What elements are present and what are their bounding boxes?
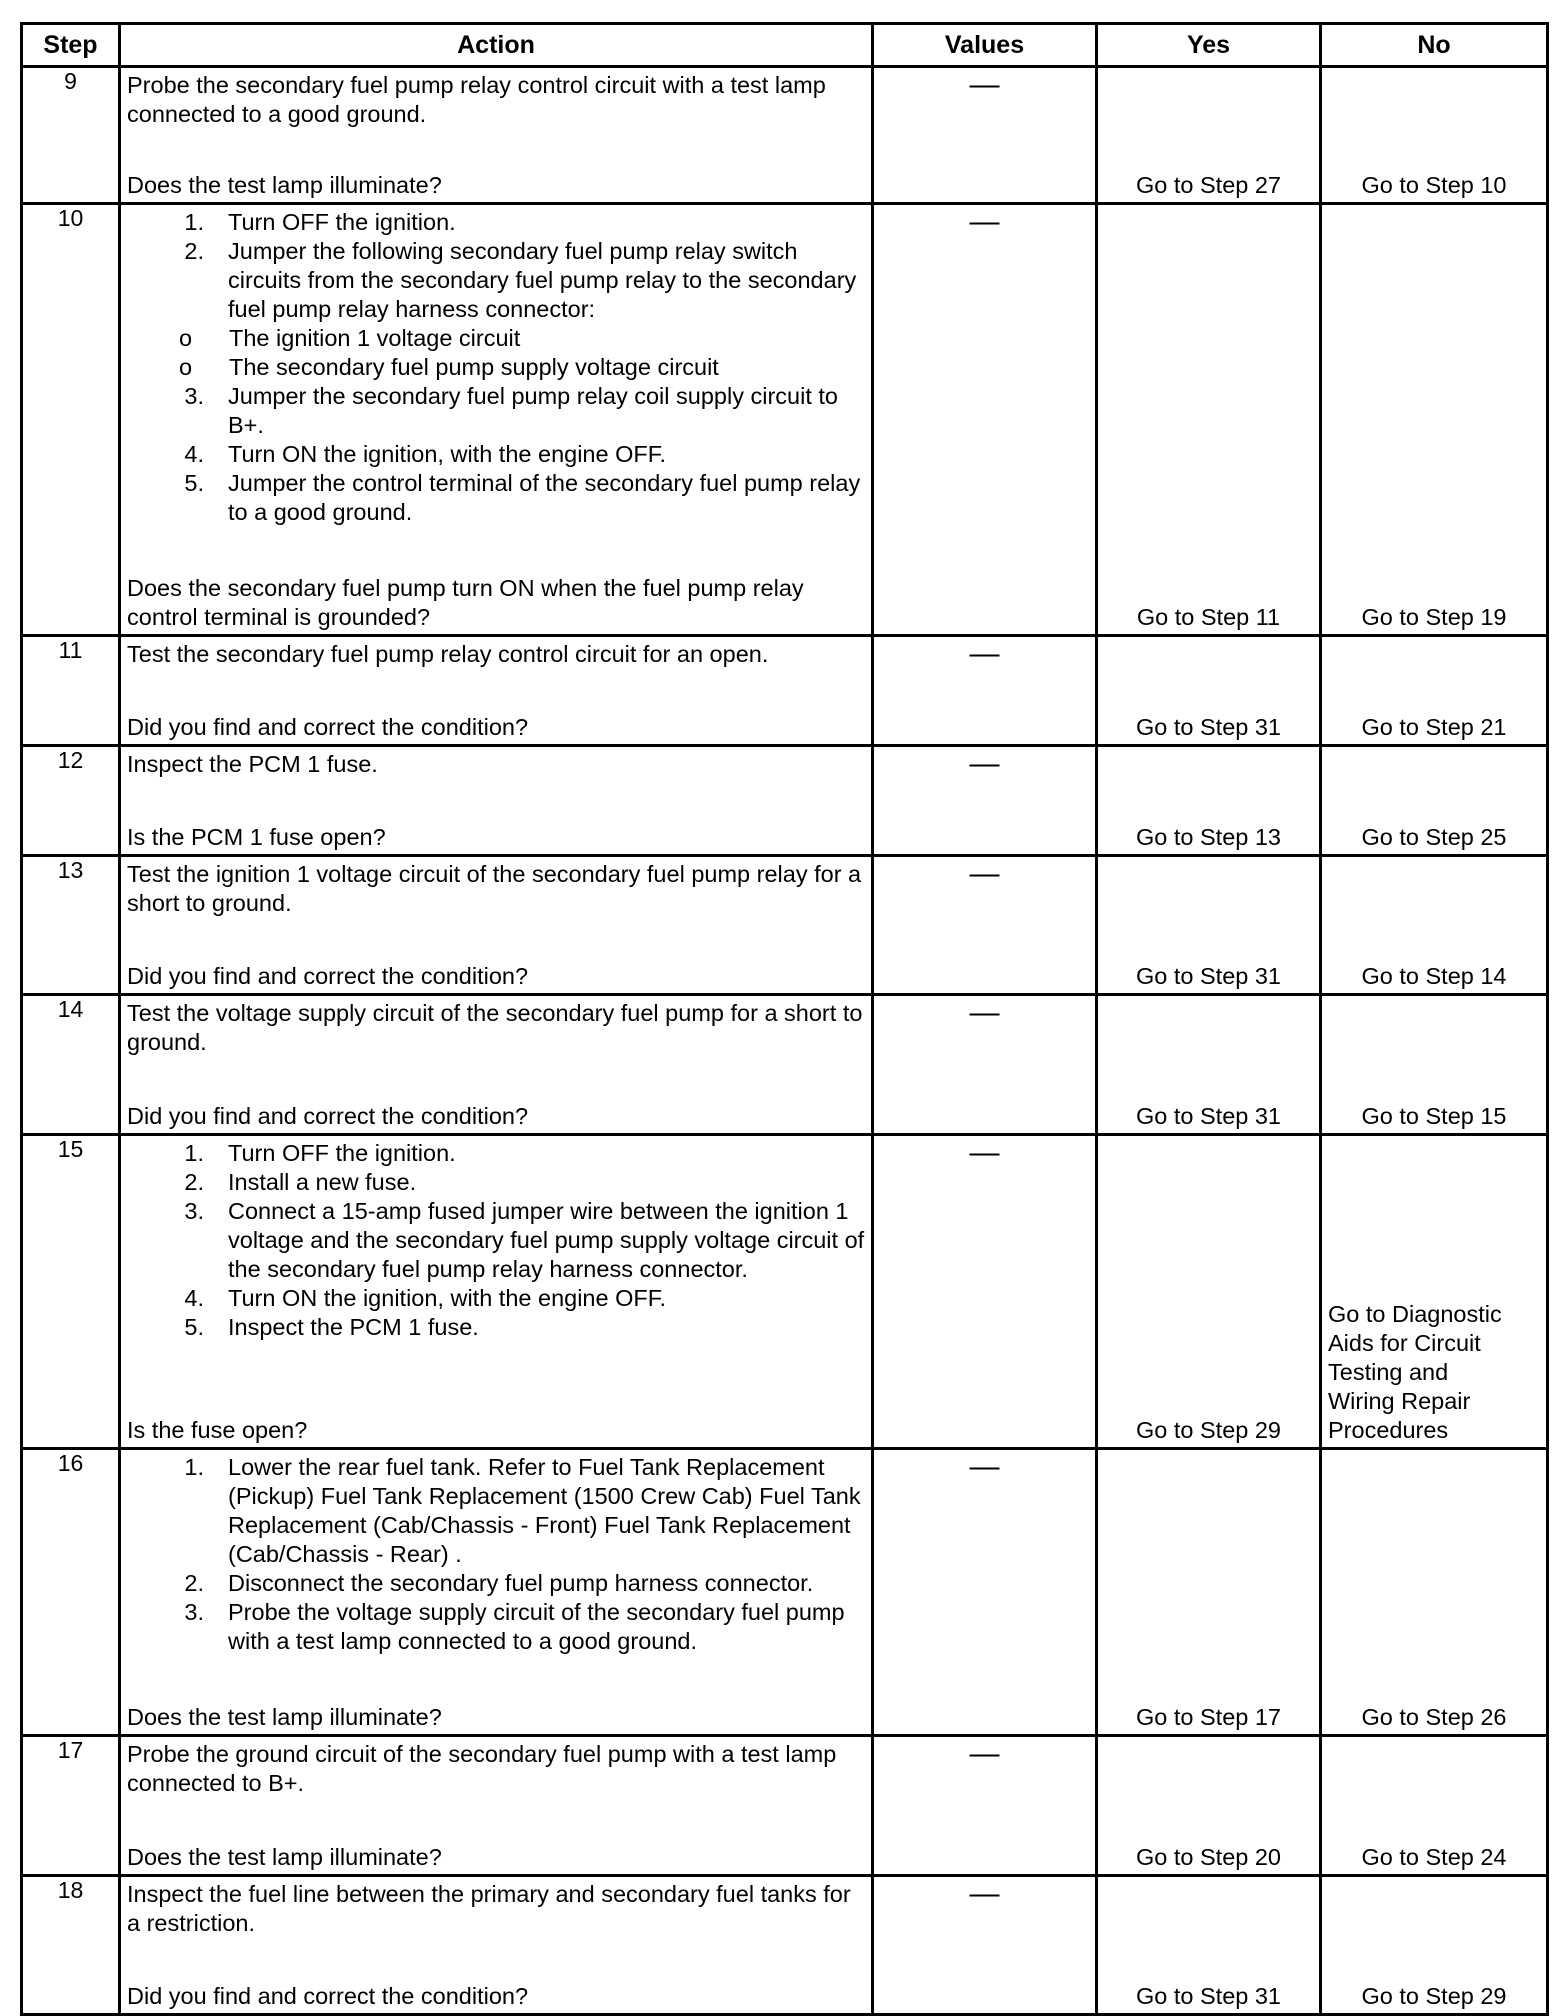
action-instruction: Test the ignition 1 voltage circuit of the secondary fuel pump relay for a short to ground.: [127, 861, 862, 916]
yes-cell: [1097, 204, 1321, 636]
action-steps: [127, 1139, 867, 1342]
values-cell: —: [873, 856, 1097, 995]
action-cell: [120, 856, 873, 995]
step-number: 16: [22, 1449, 120, 1736]
action-steps: [127, 208, 867, 527]
header-yes: Yes: [1097, 24, 1321, 67]
sub-list-item: o The ignition 1 voltage circuit: [127, 324, 867, 353]
no-cell: [1321, 995, 1548, 1135]
values-cell: —: [873, 1449, 1097, 1736]
list-item: 1. Turn OFF the ignition.: [184, 209, 456, 235]
no-result: Go to Step 14: [1361, 963, 1507, 989]
no-result: Go to Step 29: [1361, 1983, 1507, 2009]
list-item: 3. Probe the voltage supply circuit of the secondary fuel pump with a test lamp connected to a good ground.: [184, 1599, 845, 1654]
header-row: [22, 24, 1548, 67]
list-item: 2. Disconnect the secondary fuel pump harness connector.: [184, 1570, 814, 1596]
table-row: [22, 1135, 1548, 1449]
yes-cell: [1097, 1876, 1321, 2015]
action-instruction: Test the secondary fuel pump relay control circuit for an open.: [127, 641, 769, 667]
action-question: Is the PCM 1 fuse open?: [127, 824, 386, 850]
values-cell: —: [873, 1876, 1097, 2015]
bullet-icon: o: [179, 354, 193, 380]
action-question: Does the secondary fuel pump turn ON when the fuel pump relay control terminal is grounded?: [127, 575, 804, 630]
table-row: [22, 1736, 1548, 1876]
action-cell: [120, 67, 873, 204]
yes-cell: [1097, 1135, 1321, 1449]
action-cell: [120, 636, 873, 746]
yes-cell: [1097, 995, 1321, 1135]
yes-cell: [1097, 636, 1321, 746]
action-cell: [120, 1135, 873, 1449]
no-cell: [1321, 1876, 1548, 2015]
values-cell: —: [873, 1135, 1097, 1449]
no-cell: [1321, 1449, 1548, 1736]
action-steps: [127, 1453, 867, 1656]
no-cell: [1321, 67, 1548, 204]
action-cell: [120, 204, 873, 636]
yes-cell: [1097, 67, 1321, 204]
no-result: Go to Step 15: [1361, 1103, 1507, 1129]
yes-result: Go to Step 13: [1135, 824, 1282, 850]
step-number: 13: [22, 856, 120, 995]
no-cell: [1321, 1135, 1548, 1449]
no-cell: [1321, 204, 1548, 636]
step-number: 10: [22, 204, 120, 636]
step-number: 11: [22, 636, 120, 746]
values-cell: —: [873, 746, 1097, 856]
yes-result: Go to Step 27: [1135, 172, 1282, 198]
step-number: 17: [22, 1736, 120, 1876]
step-number: 9: [22, 67, 120, 204]
step-number: 12: [22, 746, 120, 856]
action-cell: [120, 995, 873, 1135]
no-result: Go to Step 24: [1361, 1844, 1507, 1870]
no-result: Go to Step 21: [1361, 714, 1507, 740]
yes-result: Go to Step 31: [1135, 1983, 1282, 2009]
action-question: Did you find and correct the condition?: [127, 1983, 529, 2009]
header-values: Values: [873, 24, 1097, 67]
yes-result: Go to Step 31: [1135, 963, 1282, 989]
list-item: 3. Jumper the secondary fuel pump relay coil supply circuit to B+.: [184, 383, 838, 438]
bullet-icon: o: [179, 325, 193, 351]
no-cell: [1321, 636, 1548, 746]
step-number: 15: [22, 1135, 120, 1449]
values-cell: —: [873, 204, 1097, 636]
no-result: Go to Step 26: [1361, 1704, 1507, 1730]
action-instruction: Inspect the fuel line between the primary and secondary fuel tanks for a restriction.: [127, 1881, 851, 1936]
header-action: Action: [120, 24, 873, 67]
header-step: Step: [22, 24, 120, 67]
list-item: 4. Turn ON the ignition, with the engine OFF.: [184, 441, 667, 467]
table-row: [22, 746, 1548, 856]
action-cell: [120, 746, 873, 856]
action-instruction: Test the voltage supply circuit of the secondary fuel pump for a short to ground.: [127, 1000, 863, 1055]
values-cell: —: [873, 1736, 1097, 1876]
action-instruction: Probe the secondary fuel pump relay control circuit with a test lamp connected to a good ground.: [127, 72, 826, 127]
action-question: Does the test lamp illuminate?: [127, 1704, 442, 1730]
action-instruction: Probe the ground circuit of the secondary fuel pump with a test lamp connected to B+.: [127, 1741, 837, 1796]
values-cell: —: [873, 636, 1097, 746]
step-number: 14: [22, 995, 120, 1135]
yes-result: Go to Step 29: [1135, 1417, 1282, 1443]
table-row: [22, 67, 1548, 204]
yes-result: Go to Step 11: [1136, 604, 1281, 630]
action-cell: [120, 1449, 873, 1736]
list-item: 5. Jumper the control terminal of the secondary fuel pump relay to a good ground.: [184, 470, 861, 525]
table-row: [22, 1876, 1548, 2015]
header-no: No: [1321, 24, 1548, 67]
action-question: Does the test lamp illuminate?: [127, 172, 442, 198]
sub-list: [127, 324, 867, 382]
table-row: [22, 856, 1548, 995]
yes-cell: [1097, 856, 1321, 995]
table-row: [22, 995, 1548, 1135]
sub-list-item: o The secondary fuel pump supply voltage circuit: [127, 353, 867, 382]
table-row: [22, 204, 1548, 636]
action-cell: [120, 1736, 873, 1876]
action-instruction: Inspect the PCM 1 fuse.: [127, 751, 378, 777]
values-cell: —: [873, 995, 1097, 1135]
list-item: 2. Install a new fuse.: [184, 1169, 417, 1195]
list-item: 5. Inspect the PCM 1 fuse.: [184, 1314, 479, 1340]
action-question: Does the test lamp illuminate?: [127, 1844, 442, 1870]
list-item: 4. Turn ON the ignition, with the engine OFF.: [184, 1285, 667, 1311]
yes-result: Go to Step 31: [1135, 714, 1282, 740]
yes-result: Go to Step 17: [1135, 1704, 1282, 1730]
step-number: 18: [22, 1876, 120, 2015]
no-result: Go to Step 25: [1361, 824, 1507, 850]
table-row: [22, 636, 1548, 746]
yes-cell: [1097, 1736, 1321, 1876]
no-cell: [1321, 1736, 1548, 1876]
no-result: Go to Step 19: [1361, 604, 1507, 630]
yes-cell: [1097, 1449, 1321, 1736]
action-question: Is the fuse open?: [127, 1417, 308, 1443]
values-cell: —: [873, 67, 1097, 204]
diagnostic-table: [20, 22, 1549, 2016]
no-result: Go to Diagnostic Aids for Circuit Testing and Wiring Repair Procedures: [1328, 1301, 1502, 1443]
action-question: Did you find and correct the condition?: [127, 1103, 529, 1129]
list-item: 3. Connect a 15-amp fused jumper wire between the ignition 1 voltage and the secondary fuel pump supply voltage circuit of the secondary fuel pump relay harness connector.: [184, 1198, 865, 1282]
list-item: 1. Turn OFF the ignition.: [184, 1140, 456, 1166]
action-cell: [120, 1876, 873, 2015]
no-cell: [1321, 746, 1548, 856]
table-row: [22, 1449, 1548, 1736]
no-cell: [1321, 856, 1548, 995]
list-item: 1. Lower the rear fuel tank. Refer to Fuel Tank Replacement (Pickup) Fuel Tank Replacement (1500 Crew Cab) Fuel Tank Replacement (Cab/Chassis - Front) Fuel Tank Replacement (Cab/Chassis - Rear) .: [184, 1454, 861, 1567]
list-item: 2. Jumper the following secondary fuel pump relay switch circuits from the secondary fuel pump relay to the secondary fuel pump relay harness connector: o The ignition 1 voltage circuit o The secondary fuel pump supply voltage circuit: [127, 237, 867, 382]
yes-result: Go to Step 20: [1135, 1844, 1282, 1870]
action-question: Did you find and correct the condition?: [127, 963, 529, 989]
no-result: Go to Step 10: [1361, 172, 1507, 198]
yes-cell: [1097, 746, 1321, 856]
yes-result: Go to Step 31: [1135, 1103, 1282, 1129]
action-question: Did you find and correct the condition?: [127, 714, 529, 740]
